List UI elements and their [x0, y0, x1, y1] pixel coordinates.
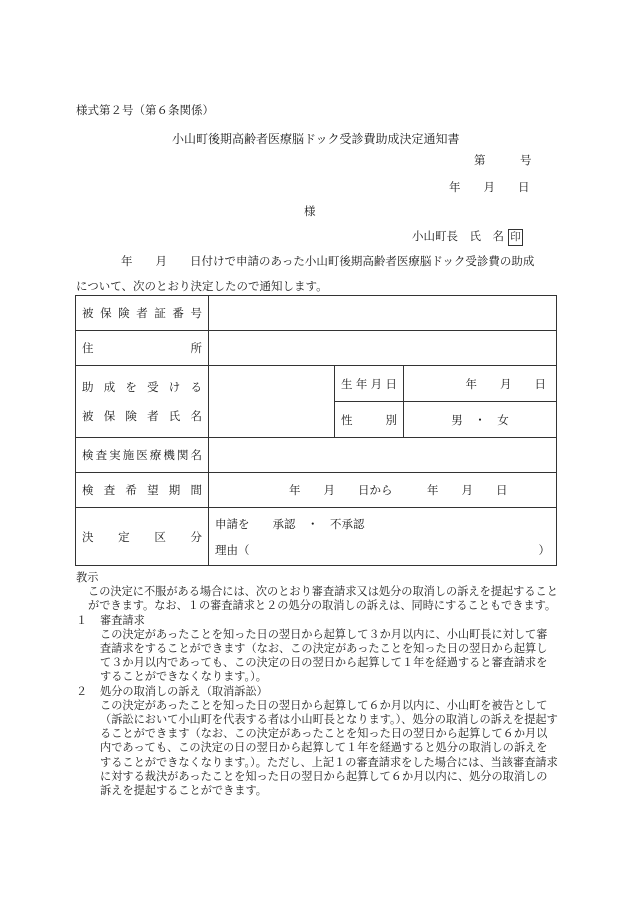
birth-date-field[interactable]: 年 月 日 — [404, 366, 557, 402]
section-1-heading — [76, 614, 558, 628]
table-row — [76, 366, 557, 402]
notice-intro: この決定に不服がある場合には、次のとおり審査請求又は処分の取消しの訴えを提起することができます。なお、１の審査請求と２の処分の取消しの訴えは、同時にすることもできます。 — [88, 585, 558, 613]
reason-close: ） — [538, 542, 551, 557]
form-number: 様式第２号（第６条関係） — [76, 103, 214, 117]
institution-label: 検 査 実 施 医 療 機 関 名 — [82, 448, 202, 462]
insured-number-label: 被 保 険 者 証 番 号 — [82, 306, 202, 320]
gender-field[interactable]: 男 ・ 女 — [404, 402, 557, 438]
intro-line-1: 年 月 日付けで申請のあった小山町後期高齢者医療脳ドック受診費の助成 — [121, 254, 535, 268]
recipient-label-2: 被 保 険 者 氏 名 — [82, 409, 202, 423]
section-1-body: この決定があったことを知った日の翌日から起算して３か月以内に、小山町長に対して審査請求をすることができます（なお、この決定があったことを知った日の翌日から起算して３か月以内であっても、この決定の日の翌日から起算して１年を経過すると審査請求をすることができなくなります。）。 — [100, 627, 548, 684]
issue-date: 年 月 日 — [449, 180, 530, 194]
section-1-number: １ — [76, 613, 88, 627]
recipient-name-field[interactable] — [209, 366, 335, 438]
decision-label: 決 定 区 分 — [82, 529, 202, 544]
document-title: 小山町後期高齢者医療脳ドック受診費助成決定通知書 — [172, 132, 460, 146]
intro-line-2: について、次のとおり決定したので通知します。 — [76, 279, 328, 293]
appeal-notice — [76, 571, 558, 798]
institution-field[interactable] — [209, 438, 557, 473]
document-number: 第 号 — [474, 153, 532, 167]
table-row — [76, 296, 557, 331]
period-label: 検 査 希 望 期 間 — [82, 483, 202, 497]
birth-date-label: 生 年 月 日 — [341, 376, 397, 391]
period-field[interactable]: 年 月 日から 年 月 日 — [209, 473, 557, 508]
issuer-name: 小山町長 氏 名 — [412, 229, 504, 243]
section-2-title: 処分の取消しの訴え（取消訴訟） — [100, 684, 268, 698]
recipient-label-1: 助 成 を 受 け る — [82, 380, 202, 394]
table-row — [76, 473, 557, 508]
decision-options[interactable]: 申請を 承認 ・ 不承認 — [215, 516, 365, 531]
decision-table — [75, 295, 557, 566]
addressee-suffix: 様 — [304, 204, 316, 218]
issuer-line — [412, 228, 523, 246]
section-1-title: 審査請求 — [100, 613, 145, 627]
seal-mark: 印 — [508, 229, 523, 246]
gender-label: 性 別 — [341, 412, 397, 427]
insured-number-field[interactable] — [209, 296, 557, 331]
section-2-heading — [76, 685, 558, 699]
decision-field[interactable] — [209, 508, 557, 566]
reason-open: 理由（ — [215, 542, 250, 557]
table-row — [76, 508, 557, 566]
address-label: 住 所 — [82, 341, 202, 355]
table-row — [76, 331, 557, 366]
reason-line[interactable] — [215, 542, 550, 558]
address-field[interactable] — [209, 331, 557, 366]
section-2-number: ２ — [76, 684, 88, 698]
table-row — [76, 438, 557, 473]
notice-heading: 教示 — [76, 571, 99, 584]
section-2-body: この決定があったことを知った日の翌日から起算して６か月以内に、小山町を被告として（訴訟において小山町を代表する者は小山町長となります。）、処分の取消しの訴えを提起することができます（なお、この決定があったことを知った日の翌日から起算して６か月以内であっても、この決定の日の翌日から起算して１年を経過すると処分の取消しの訴えをすることができなくなります。）。ただし、上記１の審査請求をした場合には、当該審査請求に対する裁決があったことを知った日の翌日から起算して６か月以内に、処分の取消しの訴えを提起することができます。 — [100, 698, 558, 798]
